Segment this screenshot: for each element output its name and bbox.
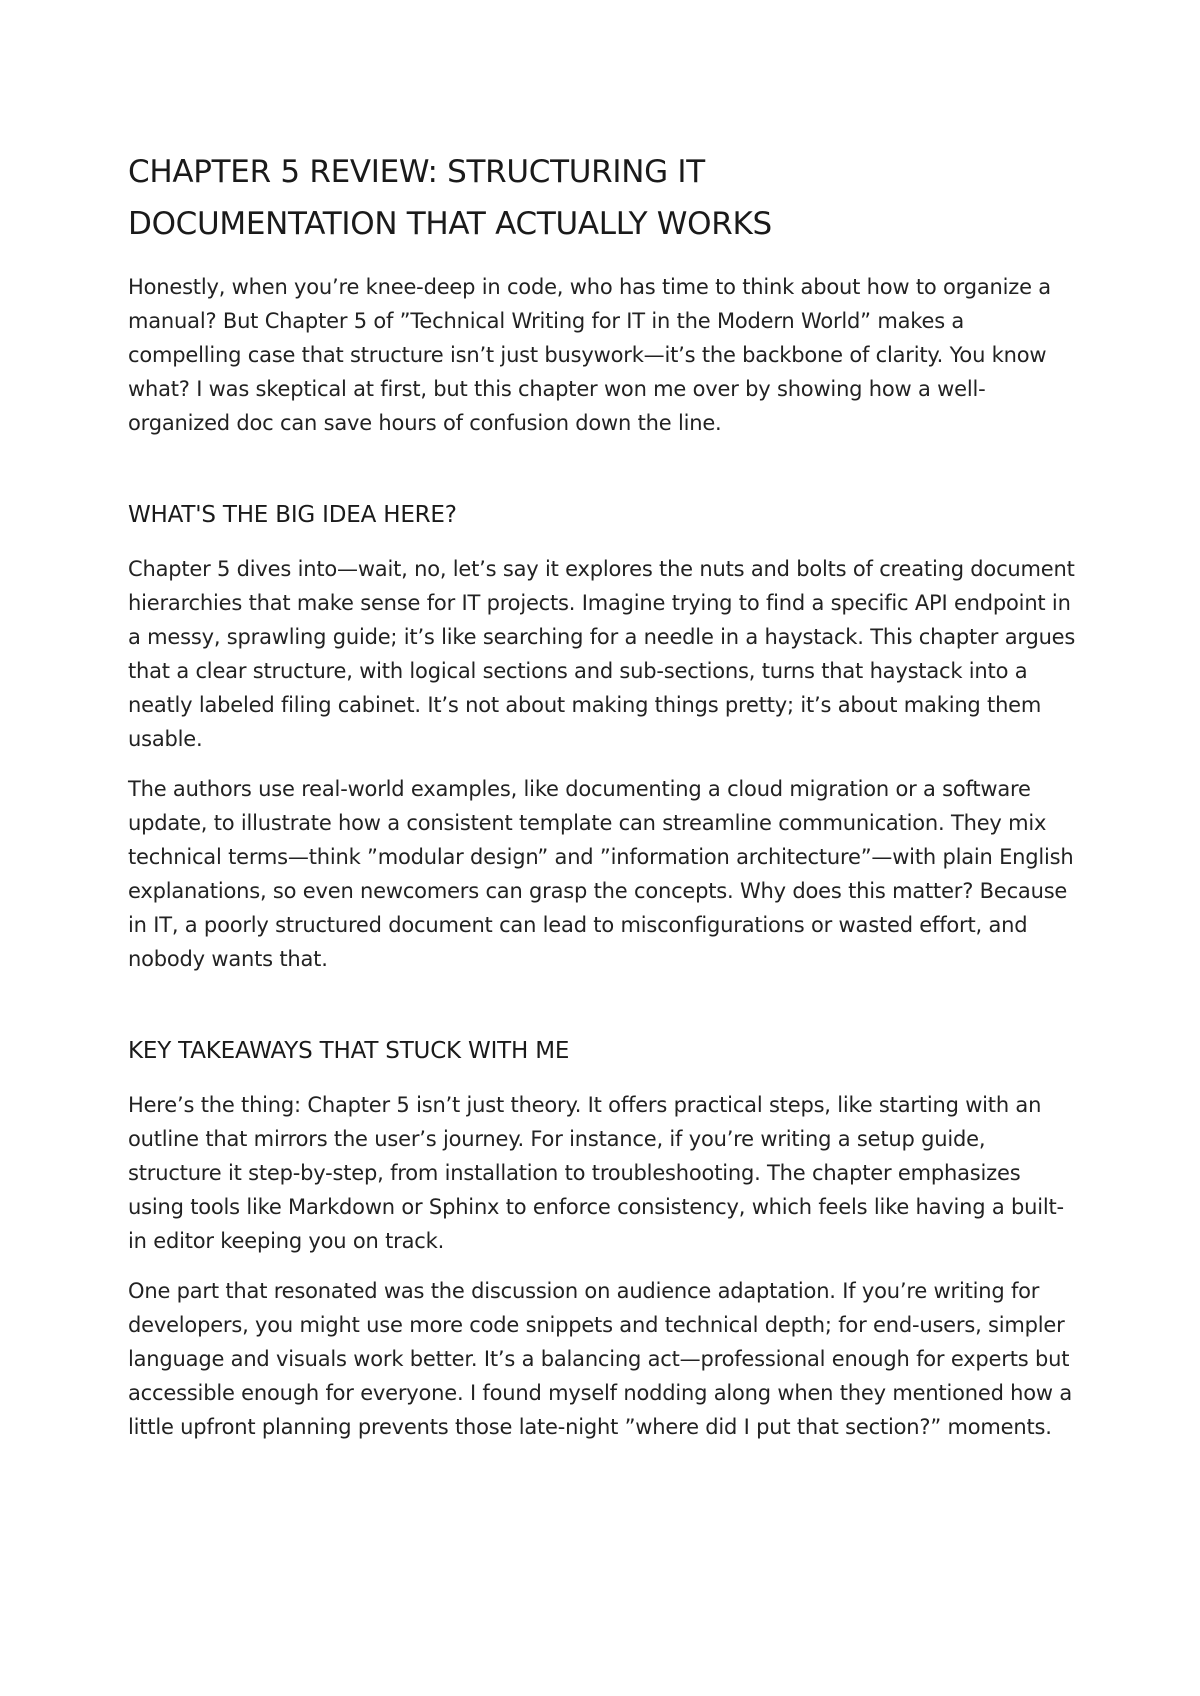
section-heading: WHAT'S THE BIG IDEA HERE? — [128, 502, 457, 528]
body-paragraph: Chapter 5 dives into—wait, no, let’s say it explores the nuts and bolts of creating document hierarchies that make sense for IT projects. Imagine trying to find a specific API endpoint in a messy, sprawling guide; it’s like searching for a needle in a haystack. This chapter argues that a clear structure, with logical sections and sub-sections, turns that haystack into a neatly labeled filing cabinet. It’s not about making things pretty; it’s about making them usable. — [128, 557, 1076, 751]
section-big-idea — [128, 498, 1076, 976]
body-paragraph: One part that resonated was the discussion on audience adaptation. If you’re writing for developers, you might use more code snippets and technical depth; for end-users, simpler language and visuals work better. It’s a balancing act—professional enough for experts but accessible enough for everyone. I found myself nodding along when they mentioned how a little upfront planning prevents those late-night ”where did I put that section?” moments. — [128, 1279, 1073, 1439]
body-paragraph: Here’s the thing: Chapter 5 isn’t just theory. It offers practical steps, like starting with an outline that mirrors the user’s journey. For instance, if you’re writing a setup guide, structure it step-by-step, from installation to troubleshooting. The chapter emphasizes using tools like Markdown or Sphinx to enforce consistency, which feels like having a built-in editor keeping you on track. — [128, 1093, 1064, 1253]
section-key-takeaways — [128, 1034, 1076, 1444]
intro-block — [128, 270, 1076, 440]
intro-paragraph: Honestly, when you’re knee-deep in code, who has time to think about how to organize a manual? But Chapter 5 of ”Technical Writing for IT in the Modern World” makes a compelling case that structure isn’t just busywork—it’s the backbone of clarity. You know what? I was skeptical at first, but this chapter won me over by showing how a well-organized doc can save hours of confusion down the line. — [128, 275, 1051, 435]
section-heading: KEY TAKEAWAYS THAT STUCK WITH ME — [128, 1038, 570, 1064]
page-title: CHAPTER 5 REVIEW: STRUCTURING IT DOCUMENTATION THAT ACTUALLY WORKS — [128, 154, 772, 242]
body-paragraph: The authors use real-world examples, like documenting a cloud migration or a software update, to illustrate how a consistent template can streamline communication. They mix technical terms—think ”modular design” and ”information architecture”—with plain English explanations, so even newcomers can grasp the concepts. Why does this matter? Because in IT, a poorly structured document can lead to misconfigurations or wasted effort, and nobody wants that. — [128, 777, 1074, 971]
